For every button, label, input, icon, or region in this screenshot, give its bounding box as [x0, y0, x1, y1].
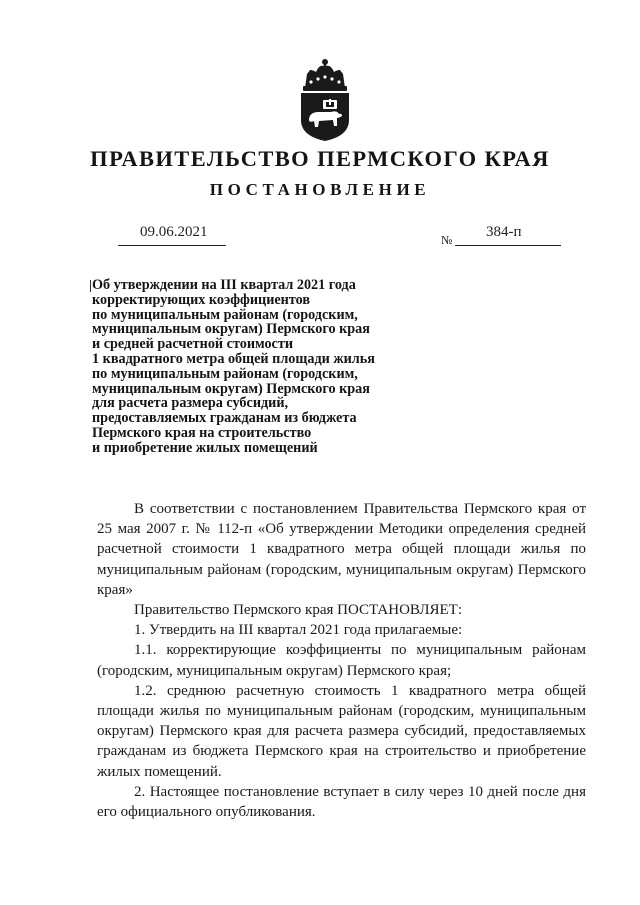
subject-margin-mark [90, 280, 91, 292]
body-paragraph-resolves: Правительство Пермского края ПОСТАНОВЛЯЕТ: [134, 602, 463, 619]
body-paragraph-preamble: В соответствии с постановлением Правительства Пермского края от 25 мая 2007 г. № 112-п «Об утверждении Методики определения средней расчетной стоимости 1 квадратного метра общей площади жилья по муниципальным районам (городским, муниципальным округам) Пермского края» [97, 501, 586, 598]
subject-line: предоставляемых гражданам из бюджета [92, 410, 357, 427]
government-title: ПРАВИТЕЛЬСТВО ПЕРМСКОГО КРАЯ [90, 146, 550, 171]
document-type: ПОСТАНОВЛЕНИЕ [209, 180, 431, 199]
subject-line: и средней расчетной стоимости [92, 336, 294, 353]
subject-line: корректирующих коэффициентов [92, 291, 311, 308]
date-underline [118, 245, 226, 246]
body-paragraph-item-1: 1. Утвердить на III квартал 2021 года прилагаемые: [134, 622, 463, 639]
subject-line: муниципальным округам) Пермского края [92, 380, 370, 397]
document-subject [92, 278, 422, 456]
subject-line: Об утверждении на III квартал 2021 года [92, 277, 356, 293]
subject-line: по муниципальным районам (городским, [92, 365, 358, 382]
body-paragraph-item-2: 2. Настоящее постановление вступает в силу через 10 дней после дня его официального опубликования. [97, 783, 586, 821]
subject-line: 1 квадратного метра общей площади жилья [92, 350, 375, 367]
subject-line: по муниципальным районам (городским, [92, 306, 358, 323]
subject-line: и приобретение жилых помещений [92, 439, 318, 456]
number-prefix: № [441, 233, 453, 247]
subject-line: для расчета размера субсидий, [92, 395, 289, 412]
document-number: 384-п [486, 224, 522, 240]
body-paragraph-item-1-1: 1.1. корректирующие коэффициенты по муниципальным районам (городским, муниципальным округам) Пермского края; [97, 642, 586, 679]
subject-line: муниципальным округам) Пермского края [92, 321, 370, 338]
document-date: 09.06.2021 [140, 224, 208, 240]
document-body [97, 499, 586, 822]
subject-line: Пермского края на строительство [92, 424, 312, 441]
number-underline [455, 245, 561, 246]
perm-krai-coat-of-arms-icon [297, 58, 353, 142]
body-paragraph-item-1-2: 1.2. среднюю расчетную стоимость 1 квадратного метра общей площади жилья по муниципальным районам (городским, муниципальным округам) Пермского края для расчета размера субсидий, предоставляемых гражданам из бюджета Пермского края на строительство и приобретение жилых помещений. [97, 682, 586, 780]
